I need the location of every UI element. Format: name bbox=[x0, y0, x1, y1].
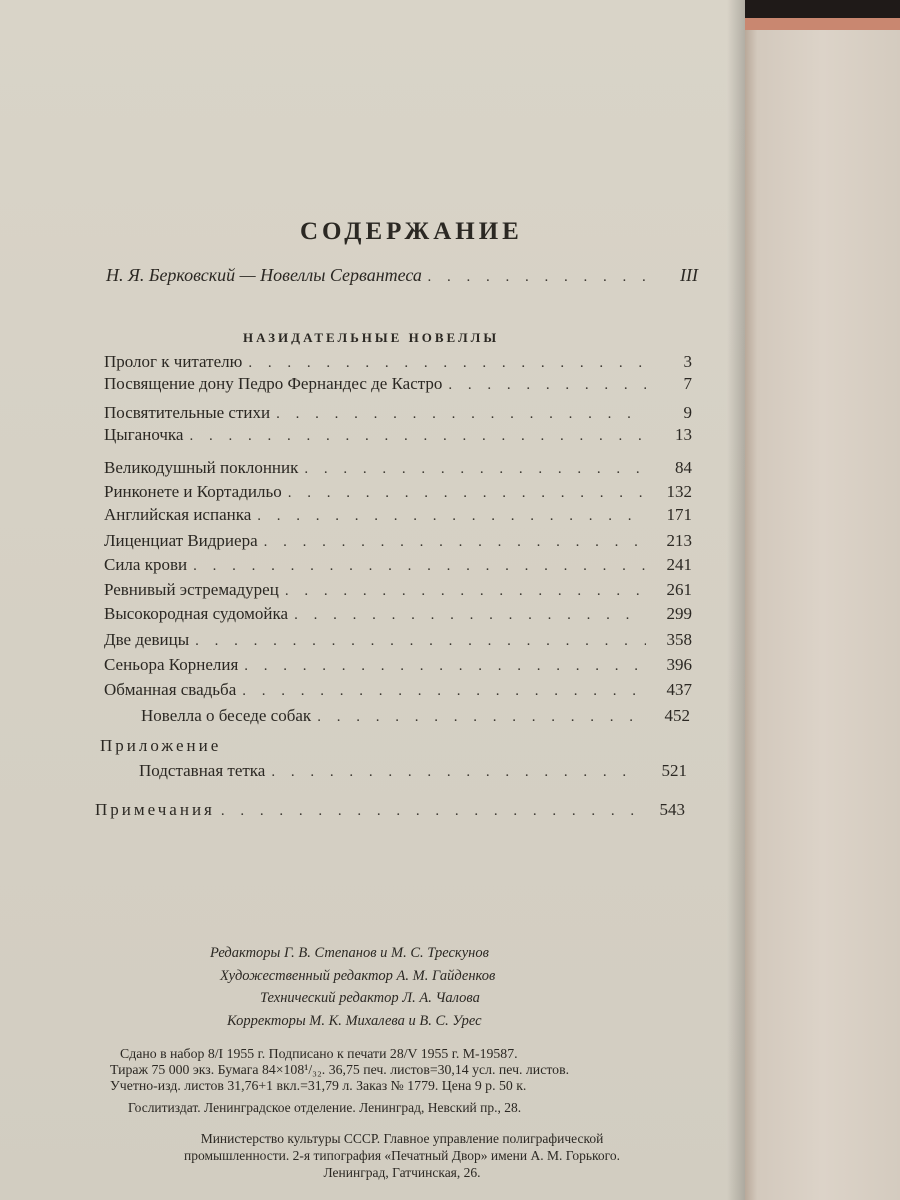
leader-dots bbox=[271, 764, 641, 781]
toc-page-number: 213 bbox=[666, 531, 692, 550]
leader-dots bbox=[195, 633, 646, 650]
imprint-line: Тираж 75 000 экз. Бумага 84×108¹/₃₂. 36,75 печ. листов=30,14 усл. печ. листов. bbox=[110, 1062, 570, 1077]
toc-page-number: 437 bbox=[666, 680, 692, 699]
leader-dots bbox=[317, 709, 644, 726]
leader-dots bbox=[257, 508, 646, 525]
print-imprint bbox=[110, 1046, 700, 1094]
credit-line: Редакторы Г. В. Степанов и М. С. Трескунов bbox=[210, 945, 489, 961]
leader-dots bbox=[244, 658, 646, 675]
toc-page-number: 3 bbox=[683, 352, 692, 371]
toc-page-number: 241 bbox=[666, 555, 692, 574]
toc-entry-label: Ревнивый эстремадурец bbox=[104, 580, 279, 599]
toc-entry bbox=[104, 580, 692, 600]
toc-entry-label: Английская испанка bbox=[104, 505, 252, 524]
toc-entry-label: Подставная тетка bbox=[139, 761, 266, 780]
toc-entry bbox=[141, 706, 690, 726]
toc-entry bbox=[104, 425, 692, 445]
leader-dots bbox=[189, 428, 646, 445]
leader-dots bbox=[221, 803, 639, 820]
toc-entry bbox=[95, 800, 685, 820]
toc-entry bbox=[104, 352, 692, 372]
leader-dots bbox=[304, 461, 646, 478]
toc-entry-label: Высокородная судомойка bbox=[104, 604, 289, 623]
toc-page-number: III bbox=[680, 265, 698, 285]
toc-entry-label: Н. Я. Берковский — Новеллы Сервантеса bbox=[106, 265, 422, 285]
toc-entry bbox=[104, 680, 692, 700]
toc-page-number: 132 bbox=[666, 482, 692, 501]
leader-dots bbox=[276, 406, 646, 423]
toc-entry-label: Посвящение дону Педро Фернандес де Кастро bbox=[104, 374, 443, 393]
toc-entry bbox=[104, 604, 692, 624]
toc-page-number: 13 bbox=[675, 425, 692, 444]
toc-page-number: 7 bbox=[683, 374, 692, 393]
imprint-line: Учетно-изд. листов 31,76+1 вкл.=31,79 л. Заказ № 1779. Цена 9 р. 50 к. bbox=[110, 1078, 527, 1093]
toc-entry bbox=[139, 761, 687, 781]
leader-dots bbox=[288, 485, 646, 502]
toc-page-number: 396 bbox=[666, 655, 692, 674]
toc-page-number: 9 bbox=[683, 403, 692, 422]
credit-line: Корректоры М. К. Михалева и В. С. Урес bbox=[227, 1012, 482, 1029]
toc-entry bbox=[104, 482, 692, 502]
adjacent-page bbox=[745, 30, 900, 1200]
leader-dots bbox=[448, 377, 646, 394]
toc-entry-label: Лиценциат Видриера bbox=[104, 531, 258, 550]
toc-page-number: 358 bbox=[666, 630, 692, 649]
toc-entry-label: Сила крови bbox=[104, 555, 188, 574]
toc-page-number: 299 bbox=[666, 604, 692, 623]
toc-page-number: 452 bbox=[664, 706, 690, 725]
leader-dots bbox=[248, 355, 646, 372]
toc-entry bbox=[104, 374, 692, 394]
toc-entry bbox=[104, 655, 692, 675]
toc-entry-label: Две девицы bbox=[104, 630, 190, 649]
printer-line: Ленинград, Гатчинская, 26. bbox=[323, 1165, 481, 1180]
leader-dots bbox=[428, 269, 652, 286]
toc-page-number: 543 bbox=[659, 800, 685, 819]
toc-page-number: 261 bbox=[666, 580, 692, 599]
leader-dots bbox=[193, 558, 646, 575]
toc-entry-label: Приложение bbox=[100, 736, 222, 755]
toc-entry-label: Цыганочка bbox=[104, 425, 184, 444]
printer-line: промышленности. 2-я типография «Печатный Двор» имени А. М. Горького. bbox=[184, 1148, 620, 1163]
toc-entry-label: Пролог к читателю bbox=[104, 352, 243, 371]
page-title: СОДЕРЖАНИЕ bbox=[300, 218, 523, 245]
leader-dots bbox=[264, 534, 646, 551]
printer-line: Министерство культуры СССР. Главное управление полиграфической bbox=[200, 1131, 604, 1146]
imprint-line: Сдано в набор 8/I 1955 г. Подписано к печати 28/V 1955 г. М-19587. bbox=[120, 1046, 518, 1061]
leader-dots bbox=[294, 607, 646, 624]
toc-entry bbox=[104, 458, 692, 478]
toc-page-number: 171 bbox=[666, 505, 692, 524]
toc-entry bbox=[104, 630, 692, 650]
toc-entry bbox=[104, 555, 692, 575]
toc-entry-label: Примечания bbox=[95, 800, 215, 819]
leader-dots bbox=[242, 683, 646, 700]
toc-entry-label: Обманная свадьба bbox=[104, 680, 237, 699]
toc-entry bbox=[104, 531, 692, 551]
toc-page-number: 84 bbox=[675, 458, 692, 477]
toc-page-number: 521 bbox=[661, 761, 687, 780]
toc-entry bbox=[104, 403, 692, 423]
section-heading: НАЗИДАТЕЛЬНЫЕ НОВЕЛЛЫ bbox=[243, 330, 500, 345]
editorial-credits bbox=[210, 942, 610, 1032]
toc-entry bbox=[104, 505, 692, 525]
toc-entry-label: Посвятительные стихи bbox=[104, 403, 271, 422]
publisher-line: Гослитиздат. Ленинградское отделение. Ленинград, Невский пр., 28. bbox=[128, 1100, 522, 1115]
credit-line: Технический редактор Л. А. Чалова bbox=[260, 990, 480, 1006]
appendix-heading bbox=[100, 736, 221, 756]
leader-dots bbox=[285, 583, 646, 600]
toc-entry-label: Сеньора Корнелия bbox=[104, 655, 239, 674]
toc-entry-label: Ринконете и Кортадильо bbox=[104, 482, 282, 501]
toc-entry-label: Новелла о беседе собак bbox=[141, 706, 312, 725]
credit-line: Художественный редактор А. М. Гайденков bbox=[220, 967, 496, 984]
toc-intro-row bbox=[106, 265, 698, 286]
toc-entry-label: Великодушный поклонник bbox=[104, 458, 299, 477]
printing-house-info bbox=[122, 1130, 682, 1181]
